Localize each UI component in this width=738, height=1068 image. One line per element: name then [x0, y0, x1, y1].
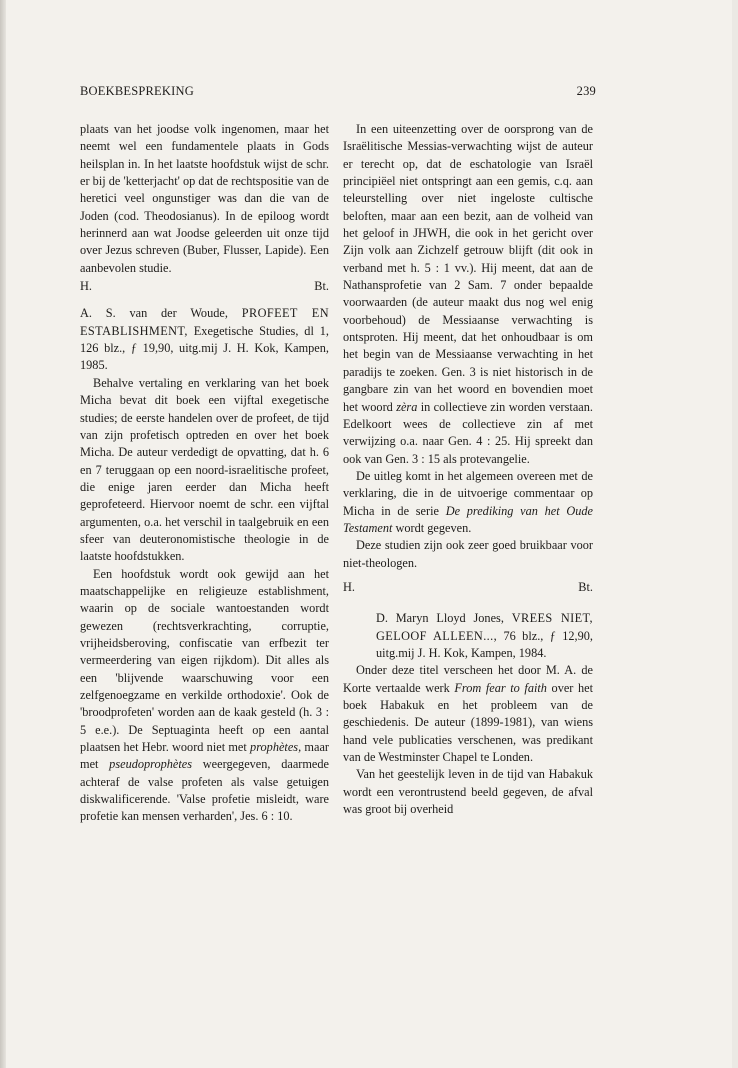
text-run: Onder deze titel verscheen het door M. A. de Korte vertaalde werk — [343, 663, 593, 695]
bibliographic-entry — [80, 305, 329, 374]
book-title: VREES NIET, GELOOF ALLEEN..., — [376, 611, 594, 643]
paragraph — [343, 121, 593, 468]
text-run: In een uiteenzetting over de oorsprong van de Israëlitische Messias-verwachting wijst de auteur er terecht op, dat de eschatologie van Israël principiëel niet ontspringt aan een gemis, c.q. aan teleurstelling over niet ingeloste cultische beloften, maar aan een bezit, aan de volheid van het geloof in JHWH, die ook in het gericht over Zijn volk aan Zichzelf getrouw blijft (dit ook in verband met h. 5 : 1 vv.). Hij meent, dat aan de Nathansprofetie van 2 Sam. 7 onder bepaalde voorwaarden (de auteur maakt dus nog wel enig voorbehoud) de Messiaanse verwachting is ontsproten. Hij meent, dat het onhoudbaar is om het begin van de Messiaanse verwachting in het paradijs te zoeken. Gen. 3 is niet historisch in de gangbare zin van het woord en bovendien moet het woord — [343, 122, 593, 414]
paragraph — [80, 566, 329, 826]
page-header — [80, 84, 596, 100]
text-run: in collectieve zin worden verstaan. Edelkoort wees de collectieve zin af met verwijzing o.a. naar Gen. 4 : 25. Hij spreekt dan ook van Gen. 3 : 15 als protevangelie. — [343, 399, 593, 466]
text-run: Een hoofdstuk wordt ook gewijd aan het maatschappelijke en religieuze establishment, waarin op de sociale wantoestanden wordt gewezen (rechtsverkrachting, corruptie, vrijheidsberoving, confiscatie van erfbezit ter vermeerdering van eigen rijkdom). Dit alles als een 'blijvende waarschuwing voor een zelfgenoegzame en verkilde orthodoxie'. Ook de 'broodprofeten' worden aan de kaak gesteld (h. 3 : 5 e.e.). De Septuaginta heeft op een aantal plaatsen het Hebr. woord niet met — [80, 566, 329, 755]
bibliographic-entry — [376, 610, 593, 662]
italic-term: prophètes, — [250, 740, 302, 755]
reviewer-signature — [80, 278, 329, 295]
book-title: PROFEET EN ESTABLISHMENT, — [80, 306, 330, 338]
text-run: maar met — [80, 740, 329, 772]
signature-initial: H. — [343, 579, 355, 594]
book-author: A. S. van der Woude, — [80, 306, 228, 321]
right-column — [343, 121, 593, 818]
paragraph: Van het geestelijk leven in de tijd van Habakuk wordt een verontrustend beeld gegeven, de afval was groot bij overheid — [343, 767, 593, 817]
signature-initial: H. — [80, 279, 92, 294]
text-run: wordt gegeven. — [395, 520, 472, 535]
paragraph: plaats van het joodse volk ingenomen, maar het neemt wel een fundamentele plaats in Gods heilsplan in. In het laatste hoofdstuk wijst de schr. er bij de 'ketterjacht' op dat de rechtspositie van de heretici veel ongunstiger was dan die van de Joden (cod. Theodosianus). In de epiloog wordt herinnerd aan wat Joodse geleerden uit onze tijd over Jezus schreven (Buber, Flusser, Lapide). Een aanbevolen studie. — [80, 122, 329, 275]
signature-initials: Bt. — [578, 579, 593, 594]
running-title: BOEKBESPREKING — [80, 84, 194, 98]
paragraph: Behalve vertaling en verklaring van het boek Micha bevat dit boek een vijftal exegetische studies; de eerste handelen over de profeet, de tijd van zijn profetisch optreden en over het boek Micha. De auteur verdedigt de opvatting, dat h. 6 en 7 teruggaan op een noord-israelitische profeet, die enige jaren eerder dan Micha heeft geprofeteerd. Hiervoor noemt de schr. een vijftal argumenten, o.a. het verschil in taalgebruik en een sfeer van deuteronomistische theologie in de laatste hoofdstukken. — [80, 375, 329, 564]
paragraph — [343, 662, 593, 766]
italic-title: From fear to faith — [454, 680, 547, 695]
text-run: De uitleg komt in het algemeen overeen met de verklaring, die in de uitvoerige commentaar op Micha in de serie — [343, 468, 593, 518]
paragraph — [343, 468, 593, 537]
italic-term: zèra — [396, 399, 418, 414]
book-details: Exegetische Studies, dl 1, 126 blz., ƒ 19,90, uitg.mij J. H. Kok, Kampen, 1985. — [80, 323, 329, 373]
text-run: weergegeven, daarmede achteraf de valse profeten als valse getuigen diskwalificerende. 'Valse profetie misleidt, ware profetie kan mensen verharden', Jes. 6 : 10. — [80, 757, 329, 824]
left-column — [80, 121, 329, 826]
italic-series-title: De prediking van het Oude Testament — [343, 503, 593, 535]
book-author: D. Maryn Lloyd Jones, — [376, 611, 504, 626]
text-run: over het boek Habakuk en het probleem van de geschiedenis. De auteur (1899-1981), van wiens hand vele publicaties verschenen, was predikant van de Westminster Chapel te Londen. — [343, 680, 594, 765]
book-details: 76 blz., ƒ 12,90, uitg.mij J. H. Kok, Kampen, 1984. — [376, 628, 593, 660]
paragraph: Deze studien zijn ook zeer goed bruikbaar voor niet-theologen. — [343, 538, 593, 570]
reviewer-signature — [343, 579, 593, 596]
signature-initials: Bt. — [314, 279, 329, 294]
italic-term: pseudoprophètes — [109, 757, 193, 772]
page-number: 239 — [576, 84, 596, 98]
